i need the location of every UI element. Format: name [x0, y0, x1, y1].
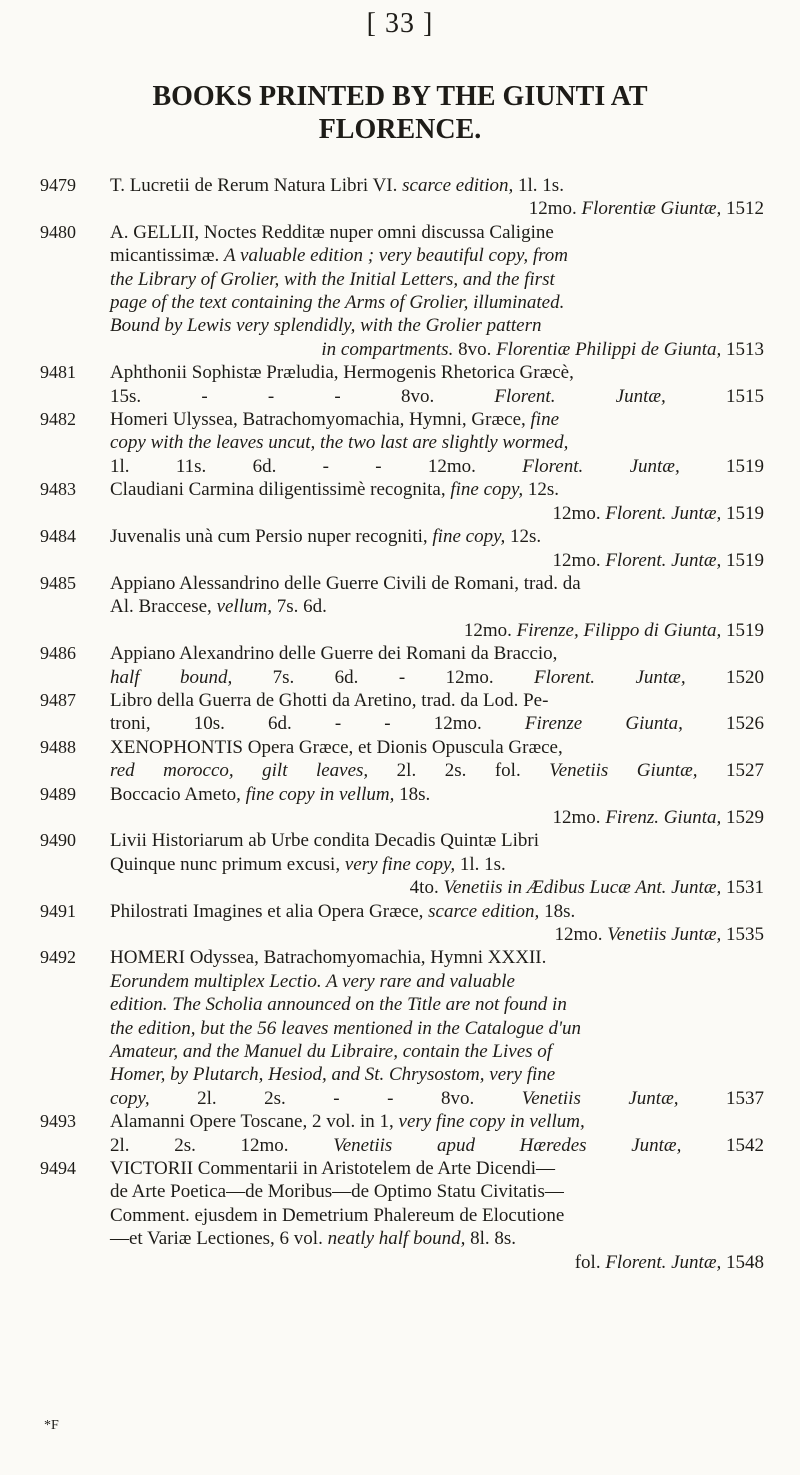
catalogue-entry [40, 1110, 764, 1157]
entry-text: Libro della Guerra de Ghotti da Aretino, trad. da Lod. Pe- [110, 689, 549, 711]
entry-line [110, 642, 764, 665]
entry-description: page of the text containing the Arms of Grolier, illuminated. [110, 292, 565, 314]
entry-text: Philostrati Imagines et alia Opera Græce, [110, 900, 429, 922]
lot-number: 9480 [40, 221, 76, 242]
entry-line [110, 1227, 764, 1250]
entry-imprint [110, 549, 764, 572]
entry-line [110, 244, 764, 267]
entry-description: the edition, but the 56 leaves mentioned in the Catalogue d'un [110, 1017, 582, 1039]
entry-text: Boccacio Ameto, [110, 783, 246, 805]
entry-line [110, 900, 764, 923]
entry-format: 8vo. [400, 385, 495, 407]
entry-price: 12s. [505, 526, 542, 548]
entry-text: micantissimæ. [110, 245, 224, 267]
entry-year: 1519 [726, 619, 764, 641]
entry-imprint [110, 1087, 764, 1110]
entry-place: Florent. Juntæ, [494, 385, 727, 407]
entry-imprint [110, 666, 764, 689]
entry-imprint [110, 455, 764, 478]
title-line-2: FLORENCE. [318, 114, 482, 145]
entry-format: 4to. [409, 877, 444, 899]
entry-format: 12mo. [433, 713, 525, 735]
page-number: [ 33 ] [366, 8, 434, 39]
entry-text: —et Variæ Lectiones, 6 vol. [110, 1228, 328, 1250]
entry-line [110, 478, 764, 501]
entry-imprint [110, 1134, 764, 1157]
entry-format: 8vo. [440, 1087, 522, 1109]
entry-line [110, 736, 764, 759]
catalogue-entry [40, 829, 764, 899]
catalogue-entry [40, 689, 764, 736]
entry-year: 1548 [726, 1251, 764, 1273]
entry-line [110, 1017, 764, 1040]
signature-mark: *F [44, 1418, 59, 1433]
entry-text: Alamanni Opere Toscane, 2 vol. in 1, [110, 1111, 399, 1133]
entry-imprint [110, 338, 764, 361]
entry-text: Juvenalis unà cum Persio nuper recogniti, [110, 526, 433, 548]
entry-price: 18s. [394, 783, 431, 805]
lot-number: 9483 [40, 479, 76, 500]
entry-place: Venetiis Giuntæ, [549, 760, 726, 782]
entry-price: 2l. 2s. [110, 1134, 241, 1156]
entry-price: 7s. 6d. [271, 596, 327, 618]
entry-text: Appiano Alexandrino delle Guerre dei Romani da Braccio, [110, 643, 558, 665]
entry-year: 1519 [726, 455, 765, 477]
entry-place: Firenz. Giunta, [605, 806, 726, 828]
entry-description: the Library of Grolier, with the Initial Letters, and the first [110, 268, 555, 290]
entry-place: Florent. Juntæ, [605, 549, 726, 571]
catalogue-entry [40, 736, 764, 783]
entry-line [110, 853, 764, 876]
entry-line [110, 993, 764, 1016]
entry-text: Comment. ejusdem in Demetrium Phalereum de Elocutione [110, 1204, 565, 1226]
lot-number: 9488 [40, 736, 76, 757]
lot-number: 9479 [40, 175, 76, 195]
entry-price: 12s. [523, 479, 560, 501]
entry-description: half bound, [110, 666, 233, 688]
entry-place: Florent. Juntæ, [605, 502, 726, 524]
entry-line [110, 174, 764, 197]
catalogue-entry [40, 221, 764, 361]
title-line-1: BOOKS PRINTED BY THE GIUNTI AT [152, 81, 648, 112]
entry-imprint [110, 385, 764, 408]
entry-description: copy with the leaves uncut, the two last are slightly wormed, [110, 432, 569, 454]
entry-description: vellum, [216, 596, 272, 618]
entry-imprint [110, 759, 764, 782]
entry-imprint [110, 502, 764, 525]
entry-year: 1519 [726, 549, 764, 571]
entry-description: in compartments. [321, 338, 459, 360]
entry-price: 1l. 1s. [513, 175, 564, 196]
entry-text: Aphthonii Sophistæ Præludia, Hermogenis Rhetorica Græcè, [110, 362, 574, 384]
catalogue-entry [40, 642, 764, 689]
entry-format: fol. [574, 1251, 606, 1273]
entry-line [110, 1157, 764, 1180]
entry-place: Florentiæ Giuntæ, [581, 198, 726, 220]
entry-line [110, 221, 764, 244]
entry-year: 1542 [726, 1134, 764, 1156]
entry-year: 1512 [726, 198, 764, 220]
entry-description: red morocco, gilt leaves, [110, 760, 369, 782]
entry-line [110, 829, 764, 852]
entry-text: de Arte Poetica—de Moribus—de Optimo Statu Civitatis— [110, 1181, 564, 1203]
lot-number: 9493 [40, 1111, 76, 1132]
entry-text: HOMERI Odyssea, Batrachomyomachia, Hymni XXXII. [110, 947, 547, 969]
entry-description: very fine copy, [344, 853, 456, 875]
entry-format: 12mo. [240, 1134, 334, 1156]
entry-place: Florent. Juntæ, [522, 455, 727, 477]
entry-imprint [110, 619, 764, 642]
entry-year: 1520 [726, 666, 764, 688]
entry-text: Quinque nunc primum excusi, [110, 853, 345, 875]
entry-price: 8l. 8s. [465, 1228, 517, 1250]
entry-description: Homer, by Plutarch, Hesiod, and St. Chrysostom, very fine [110, 1064, 556, 1086]
entry-description: scarce edition, [402, 175, 514, 196]
lot-number: 9490 [40, 830, 76, 851]
catalogue-entry [40, 1157, 764, 1274]
entry-place: Firenze, Filippo di Giunta, [516, 619, 726, 641]
entry-line [110, 595, 764, 618]
entry-description: Bound by Lewis very splendidly, with the Grolier pattern [110, 315, 542, 337]
entry-text: VICTORII Commentarii in Aristotelem de Arte Dicendi— [110, 1158, 556, 1180]
entry-price: 7s. 6d. - [232, 666, 446, 688]
entry-price: 1l. 1s. [455, 853, 506, 875]
entry-line [110, 689, 764, 712]
entry-format: 12mo. [528, 198, 582, 220]
entry-line [110, 1180, 764, 1203]
entry-format: 12mo. [552, 502, 606, 524]
entry-price: troni, 10s. 6d. - - [110, 713, 434, 735]
entry-line [110, 1040, 764, 1063]
page-title [60, 80, 740, 146]
entry-description: neatly half bound, [327, 1228, 466, 1250]
entry-line [110, 268, 764, 291]
entry-line [110, 525, 764, 548]
entry-text: XENOPHONTIS Opera Græce, et Dionis Opuscula Græce, [110, 736, 563, 758]
entry-year: 1519 [726, 502, 764, 524]
entry-description: A valuable edition ; very beautiful copy, from [224, 245, 569, 267]
entry-imprint [110, 197, 764, 220]
entry-year: 1529 [726, 806, 764, 828]
catalogue-entry [40, 408, 764, 478]
entry-line [110, 1204, 764, 1227]
entry-line [110, 361, 764, 384]
catalogue-entry [40, 946, 764, 1110]
entry-place: Venetiis apud Hæredes Juntæ, [333, 1134, 726, 1156]
lot-number: 9492 [40, 947, 76, 968]
lot-number: 9482 [40, 409, 76, 430]
entry-line [110, 946, 764, 969]
entry-description: very fine copy in vellum, [398, 1111, 585, 1133]
entry-year: 1531 [726, 877, 764, 899]
lot-number: 9494 [40, 1158, 76, 1179]
lot-number: 9485 [40, 572, 76, 593]
catalogue-entry [40, 478, 764, 525]
lot-number: 9491 [40, 900, 76, 921]
entry-price: 2l. 2s. - - [149, 1087, 441, 1109]
entry-place: Firenze Giunta, [524, 713, 726, 735]
entry-format: 12mo. [554, 924, 608, 945]
lot-number: 9481 [40, 362, 76, 383]
catalogue-entry [40, 174, 764, 221]
entry-format: 12mo. [463, 619, 517, 641]
entry-place: Venetiis Juntæ, [607, 924, 726, 945]
entry-format: 12mo. [552, 806, 606, 828]
entry-imprint [110, 806, 764, 829]
lot-number: 9486 [40, 643, 76, 664]
entry-description: fine copy in vellum, [245, 783, 395, 805]
entry-list [40, 174, 764, 1274]
entry-year: 1513 [726, 338, 764, 360]
entry-line [110, 970, 764, 993]
entry-description: fine copy, [450, 479, 524, 501]
lot-number: 9484 [40, 526, 76, 547]
entry-line [110, 314, 764, 337]
entry-description: scarce edition, [428, 900, 540, 922]
entry-text: A. GELLII, Noctes Redditæ nuper omni discussa Caligine [110, 221, 554, 243]
entry-imprint [110, 712, 764, 735]
entry-description: fine [530, 409, 560, 431]
entry-price: 1l. 11s. 6d. - - [110, 455, 428, 477]
entry-line [110, 291, 764, 314]
entry-line [110, 783, 764, 806]
entry-format: 8vo. [458, 338, 497, 360]
entry-line [110, 572, 764, 595]
entry-description: copy, [110, 1087, 150, 1109]
entry-text: Al. Braccese, [110, 596, 217, 618]
entry-text: Livii Historiarum ab Urbe condita Decadis Quintæ Libri [110, 830, 539, 852]
entry-description: Amateur, and the Manuel du Libraire, contain the Lives of [110, 1041, 553, 1063]
entry-place: Venetiis in Ædibus Lucæ Ant. Juntæ, [443, 877, 726, 899]
catalogue-entry [40, 783, 764, 830]
entry-price: 18s. [539, 900, 576, 922]
lot-number: 9487 [40, 689, 76, 710]
catalogue-entry [40, 900, 764, 947]
catalogue-entry [40, 361, 764, 408]
catalogue-entry [40, 572, 764, 642]
entry-place: Venetiis Juntæ, [521, 1087, 727, 1109]
entry-price: 15s. - - - [110, 385, 401, 407]
entry-text: Claudiani Carmina diligentissimè recognita, [110, 479, 451, 501]
catalogue-entry [40, 525, 764, 572]
entry-description: fine copy, [432, 526, 506, 548]
entry-place: Florentiæ Philippi de Giunta, [496, 338, 726, 360]
entry-imprint [110, 1251, 764, 1274]
entry-year: 1537 [726, 1087, 765, 1109]
entry-imprint [110, 876, 764, 899]
entry-year: 1526 [726, 713, 764, 735]
entry-year: 1515 [726, 385, 765, 407]
lot-number: 9489 [40, 783, 76, 804]
entry-place: Florent. Juntæ, [534, 666, 726, 688]
entry-description: Eorundem multiplex Lectio. A very rare and valuable [110, 970, 515, 992]
entry-format: 12mo. [427, 455, 523, 477]
entry-place: Florent. Juntæ, [605, 1251, 726, 1273]
entry-line [110, 1063, 764, 1086]
entry-price: 2l. 2s. [368, 760, 495, 782]
entry-year: 1535 [726, 924, 764, 945]
entry-year: 1527 [725, 760, 764, 782]
entry-format: fol. [494, 760, 550, 782]
entry-line [110, 431, 764, 454]
entry-format: 12mo. [445, 666, 535, 688]
entry-format: 12mo. [552, 549, 606, 571]
entry-line [110, 1110, 764, 1133]
entry-imprint [110, 923, 764, 946]
entry-text: T. Lucretii de Rerum Natura Libri VI. [110, 175, 403, 196]
entry-text: Homeri Ulyssea, Batrachomyomachia, Hymni, Græce, [110, 409, 531, 431]
entry-description: edition. The Scholia announced on the Title are not found in [110, 994, 567, 1016]
entry-line [110, 408, 764, 431]
entry-text: Appiano Alessandrino delle Guerre Civili de Romani, trad. da [110, 572, 581, 594]
